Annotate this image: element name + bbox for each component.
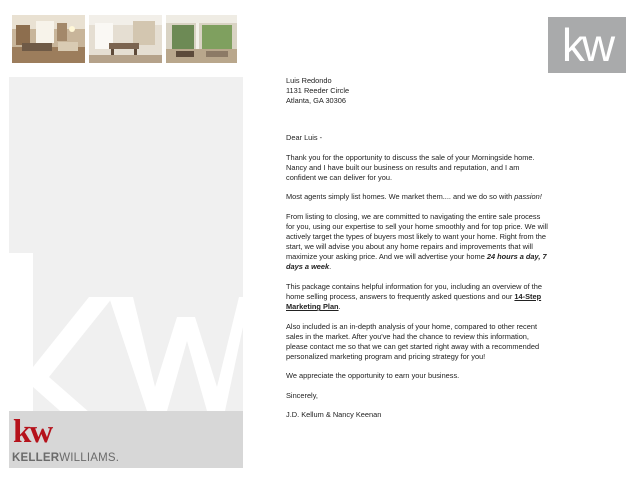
marketing-plan-link[interactable]: 14-Step Marketing Plan [286, 291, 542, 312]
closing: Sincerely, [286, 390, 318, 400]
brand-name-part2: WILLIAMS. [59, 452, 120, 464]
recipient-name: Luis Redondo [286, 76, 332, 85]
big-kw-watermark [9, 77, 243, 468]
signature: J.D. Kellum & Nancy Keenan [286, 409, 382, 419]
brand-name [12, 452, 119, 465]
paragraph-2-text: Most agents simply list homes. We market them.... and we do so with [286, 192, 515, 202]
paragraph-4 [286, 282, 548, 312]
paragraph-3-text: From listing to closing, we are committed to navigating the entire sale process for you, using our expertise to sell your home smoothly and for top price. We will actively target the types of buyers most likely to want your home. Right from the start, we will advise you about any home repairs and improvements that will maximize your asking price. And we will advertise your home [286, 211, 548, 262]
salutation: Dear Luis - [286, 133, 323, 143]
recipient-city: Atlanta, GA 30306 [286, 96, 346, 106]
recipient-street: 1131 Reeder Circle [286, 86, 350, 96]
left-decorative-panel [9, 77, 243, 468]
paragraph-3-end: . [329, 262, 332, 272]
cover-letter [286, 76, 548, 429]
paragraph-6: We appreciate the opportunity to earn your business. [286, 371, 460, 381]
paragraph-2 [286, 192, 548, 202]
recipient-address [286, 76, 548, 106]
kw-brand-mark: kw [13, 414, 52, 450]
corner-kw-logo [548, 17, 626, 73]
living-room-photo [12, 15, 85, 63]
paragraph-5: Also included is an in-depth analysis of your home, compared to other recent sales in the market. After you've had the chance to review this information, please contact me so that we can get started right away with a recommended personalized marketing program and pricing strategy for you! [286, 321, 540, 361]
paragraph-4-text: This package contains helpful information for you, including an overview of the home selling process, answers to frequently asked questions and our [286, 281, 542, 301]
corner-kw-text: kw [561, 19, 613, 71]
paragraph-1: Thank you for the opportunity to discuss the sale of your Morningside home. Nancy and I have built our business on results and reputation, and I am confident we can deliver for you. [286, 152, 535, 182]
patio-photo [166, 15, 237, 63]
dining-room-photo [89, 15, 162, 63]
paragraph-2-emphasis: passion! [514, 192, 542, 202]
paragraph-3 [286, 212, 548, 273]
paragraph-3-emphasis: 24 hours a day, 7 days a week [286, 252, 547, 272]
paragraph-4-end: . [338, 302, 341, 312]
brand-name-part1: KELLER [12, 452, 60, 464]
keller-williams-logo [9, 411, 243, 468]
